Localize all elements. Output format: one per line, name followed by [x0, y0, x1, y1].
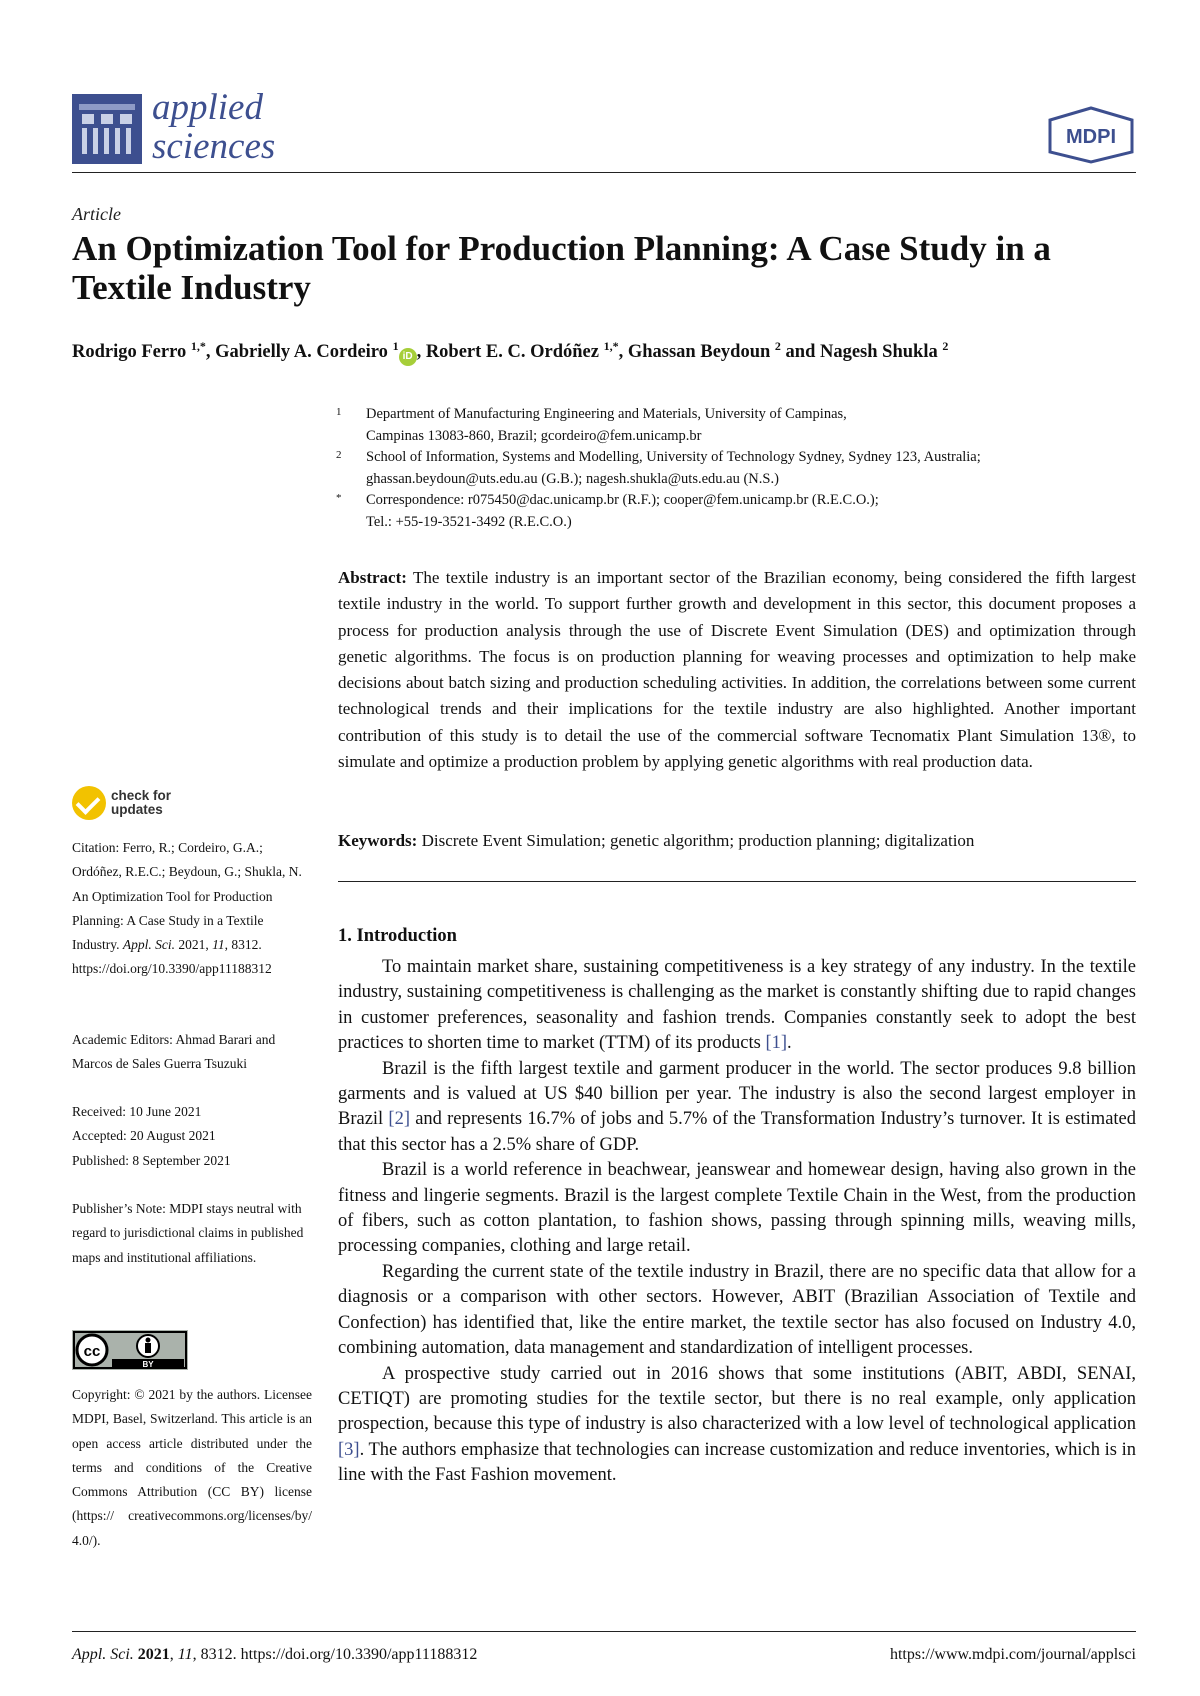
- citation-journal: Appl. Sci.: [122, 937, 175, 953]
- keywords: [338, 828, 1136, 854]
- citation-link[interactable]: [1]: [765, 1033, 788, 1054]
- author-name[interactable]: Robert E. C. Ordóñez: [425, 342, 599, 363]
- footer-divider: [72, 1631, 1136, 1632]
- cc-by-label: BY: [142, 1360, 154, 1369]
- section-heading: 1. Introduction: [338, 926, 457, 946]
- abstract: [338, 565, 1136, 775]
- received-date: Received: 10 June 2021: [72, 1104, 202, 1119]
- paragraph-text: Brazil is a world reference in beachwear, jeanswear and homewear design, having also grown in the fitness and lingerie segments. Brazil is the largest complete Textile Chain in the West, from the production of fibers, such as cotton plantation, to fashion shows, passing through spinning mills, weaving mills, processing companies, clothing and large retail.: [338, 1160, 1136, 1257]
- paragraph: [338, 1260, 1136, 1362]
- author-affiliation-marker: 2: [774, 339, 781, 353]
- publisher-note: [72, 1197, 312, 1270]
- article-title: An Optimization Tool for Production Planning: A Case Study in a Textile Industry: [72, 229, 1051, 307]
- check-icon: [72, 786, 106, 820]
- journal-name-line1: applied: [152, 87, 263, 128]
- publisher-note-text: MDPI stays neutral with regard to jurisdictional claims in published maps and institutional affiliations.: [72, 1201, 304, 1265]
- article-dates: [72, 1100, 312, 1173]
- paragraph: [338, 1158, 1136, 1260]
- affiliation-item: [336, 447, 1146, 490]
- editors-label: Academic Editors:: [72, 1032, 173, 1047]
- publisher-note-label: Publisher’s Note:: [72, 1201, 166, 1216]
- author-name[interactable]: Ghassan Beydoun: [627, 342, 771, 363]
- editors-text: Ahmad Barari and Marcos de Sales Guerra Tsuzuki: [72, 1032, 276, 1072]
- affiliation-line: Tel.: +55-19-3521-3492 (R.E.C.O.): [366, 513, 572, 530]
- citation-text: Ferro, R.; Cordeiro, G.A.; Ordóñez, R.E.C.; Beydoun, G.; Shukla, N. An Optimization Tool for Production Planning: A Case Study in a Textile Industry.: [72, 840, 302, 953]
- journal-logo-icon: [72, 94, 142, 164]
- abstract-divider: [338, 881, 1136, 882]
- author-affiliation-marker: 1,*: [603, 339, 619, 353]
- copyright-notice: Copyright: © 2021 by the authors. Licensee MDPI, Basel, Switzerland. This article is an open access article distributed under the terms and conditions of the Creative Commons Attribution (CC BY) license (https:// creativecommons.org/licenses/by/ 4.0/).: [72, 1387, 312, 1548]
- paragraph: [338, 1057, 1136, 1159]
- paragraph: [338, 955, 1136, 1057]
- abstract-text: The textile industry is an important sector of the Brazilian economy, being considered the fifth largest textile industry in the world. To support further growth and development in this sector, this document proposes a process for production analysis through the use of Discrete Event Simulation (DES) and optimization through genetic algorithms. The focus is on production planning for weaving processes and optimization to help make decisions about batch sizing and production scheduling activities. In addition, the correlations between some current technological trends and their implications for the textile industry are also highlighted. Another important contribution of this study is to detail the use of the commercial software Tecnomatix Plant Simulation 13®, to simulate and optimize a production problem by applying genetic algorithms with real production data.: [338, 568, 1136, 772]
- footer-citation: Appl. Sci. 2021, 11, 8312. https://doi.org/10.3390/app11188312: [72, 1646, 478, 1663]
- accepted-date: Accepted: 20 August 2021: [72, 1128, 216, 1144]
- publisher-name: MDPI: [1066, 126, 1116, 148]
- citation-link[interactable]: [2]: [388, 1109, 410, 1130]
- affiliation-marker: *: [336, 492, 342, 504]
- author-name[interactable]: Rodrigo Ferro: [72, 342, 187, 363]
- mdpi-logo-icon[interactable]: [1046, 106, 1136, 164]
- paragraph-text: To maintain market share, sustaining competitiveness is a key strategy of any industry. In the textile industry, sustaining competitiveness is challenging as the market is constantly shifting due to rapid changes in customer preferences, seasonality and fashion trends. Companies constantly seek to adopt the best practices to shorten time to market (TTM) of its products: [338, 957, 1136, 1054]
- affiliation-line: Correspondence: r075450@dac.unicamp.br (R.F.); cooper@fem.unicamp.br (R.E.C.O.);: [366, 492, 879, 508]
- affiliation-line: School of Information, Systems and Modelling, University of Technology Sydney, Sydney 123, Australia;: [366, 449, 981, 465]
- orcid-icon[interactable]: iD: [399, 348, 417, 366]
- keywords-text: Discrete Event Simulation; genetic algorithm; production planning; digitalization: [421, 831, 975, 850]
- author-affiliation-marker: 2: [942, 339, 949, 353]
- footer-volume: 11: [177, 1646, 193, 1663]
- footer-journal-url[interactable]: https://www.mdpi.com/journal/applsci: [889, 1646, 1136, 1663]
- citation-label: Citation:: [72, 840, 120, 855]
- author-list: Rodrigo Ferro $^{1,*}$, Gabrielly A. Cordeiro $^1$iD , Robert E. C. Ordóñez $^{1,*}$, Ghassan Beydoun $^2$ and Nagesh Shukla $^2$: [72, 339, 1142, 366]
- published-date: Published: 8 September 2021: [72, 1152, 231, 1168]
- keywords-label: Keywords:: [338, 831, 418, 850]
- paragraph: [338, 1362, 1136, 1489]
- paragraph-text: Brazil is the fifth largest textile and garment producer in the world. The sector produces 9.8 billion garments and is valued at US $40 billion per year. The industry is also the second largest employer in Brazil: [338, 1058, 1136, 1130]
- check-for-updates-button[interactable]: [72, 786, 171, 820]
- journal-name: [152, 88, 275, 166]
- author-name[interactable]: Nagesh Shukla: [819, 342, 938, 363]
- check-updates-line2: updates: [111, 802, 163, 817]
- cc-label: cc: [83, 1343, 101, 1360]
- author-affiliation-marker: 1: [392, 339, 399, 353]
- citation-block: [72, 836, 312, 982]
- footer-doi[interactable]: , 8312. https://doi.org/10.3390/app11188312: [192, 1646, 478, 1663]
- journal-name-line2: sciences: [152, 126, 276, 167]
- affiliations: [336, 404, 1146, 533]
- author-name[interactable]: Gabrielly A. Cordeiro: [215, 342, 388, 363]
- paragraph-text: . The authors emphasize that technologies can increase customization and reduce inventories, which is in line with the Fast Fashion movement.: [338, 1439, 1136, 1486]
- citation-year: 2021,: [175, 937, 213, 953]
- correspondence-item: [336, 490, 1146, 533]
- paragraph-text: Regarding the current state of the textile industry in Brazil, there are no specific data that allow for a diagnosis or a comparison with other sectors. However, ABIT (Brazilian Association of Textile and Confection) has identified that, like the entire market, the textile sector has also focused on Industry 4.0, combining automation, data management and standardization of intelligent processes.: [338, 1261, 1136, 1359]
- paragraph-text: and represents 16.7% of jobs and 5.7% of the Transformation Industry’s turnover. It is estimated that this sector has a 2.5% share of GDP.: [338, 1109, 1137, 1155]
- cc-by-license-icon[interactable]: [72, 1330, 188, 1370]
- author-affiliation-marker: 1,*: [190, 339, 206, 353]
- affiliation-line: Campinas 13083-860, Brazil; gcordeiro@fem.unicamp.br: [366, 427, 702, 444]
- academic-editors: [72, 1028, 312, 1077]
- affiliation-item: [336, 404, 1146, 447]
- citation-volume: 11: [212, 937, 225, 953]
- citation-link[interactable]: [3]: [338, 1439, 360, 1460]
- citation-doi[interactable]: , 8312. https://doi.org/10.3390/app11188312: [72, 937, 272, 977]
- article-type: Article: [72, 204, 121, 224]
- affiliation-line: Department of Manufacturing Engineering and Materials, University of Campinas,: [366, 406, 847, 422]
- body-text: [338, 955, 1136, 1489]
- check-updates-line1: check for: [111, 788, 172, 803]
- footer-year: 2021: [137, 1646, 170, 1663]
- affiliation-line: ghassan.beydoun@uts.edu.au (G.B.); nagesh.shukla@uts.edu.au (N.S.): [366, 470, 779, 487]
- paragraph-text: A prospective study carried out in 2016 shows that some institutions (ABIT, ABDI, SENAI, CETIQT) are promoting studies for the textile sector, but there is no real example, only application prospection, because this type of industry is also characterized with a low level of technological application: [338, 1363, 1136, 1435]
- affiliation-marker: 1: [336, 406, 342, 418]
- footer-journal: Appl. Sci.: [72, 1646, 134, 1663]
- paragraph-text: .: [787, 1033, 792, 1054]
- abstract-label: Abstract:: [338, 568, 407, 587]
- header-divider: [72, 172, 1136, 173]
- affiliation-marker: 2: [336, 449, 342, 461]
